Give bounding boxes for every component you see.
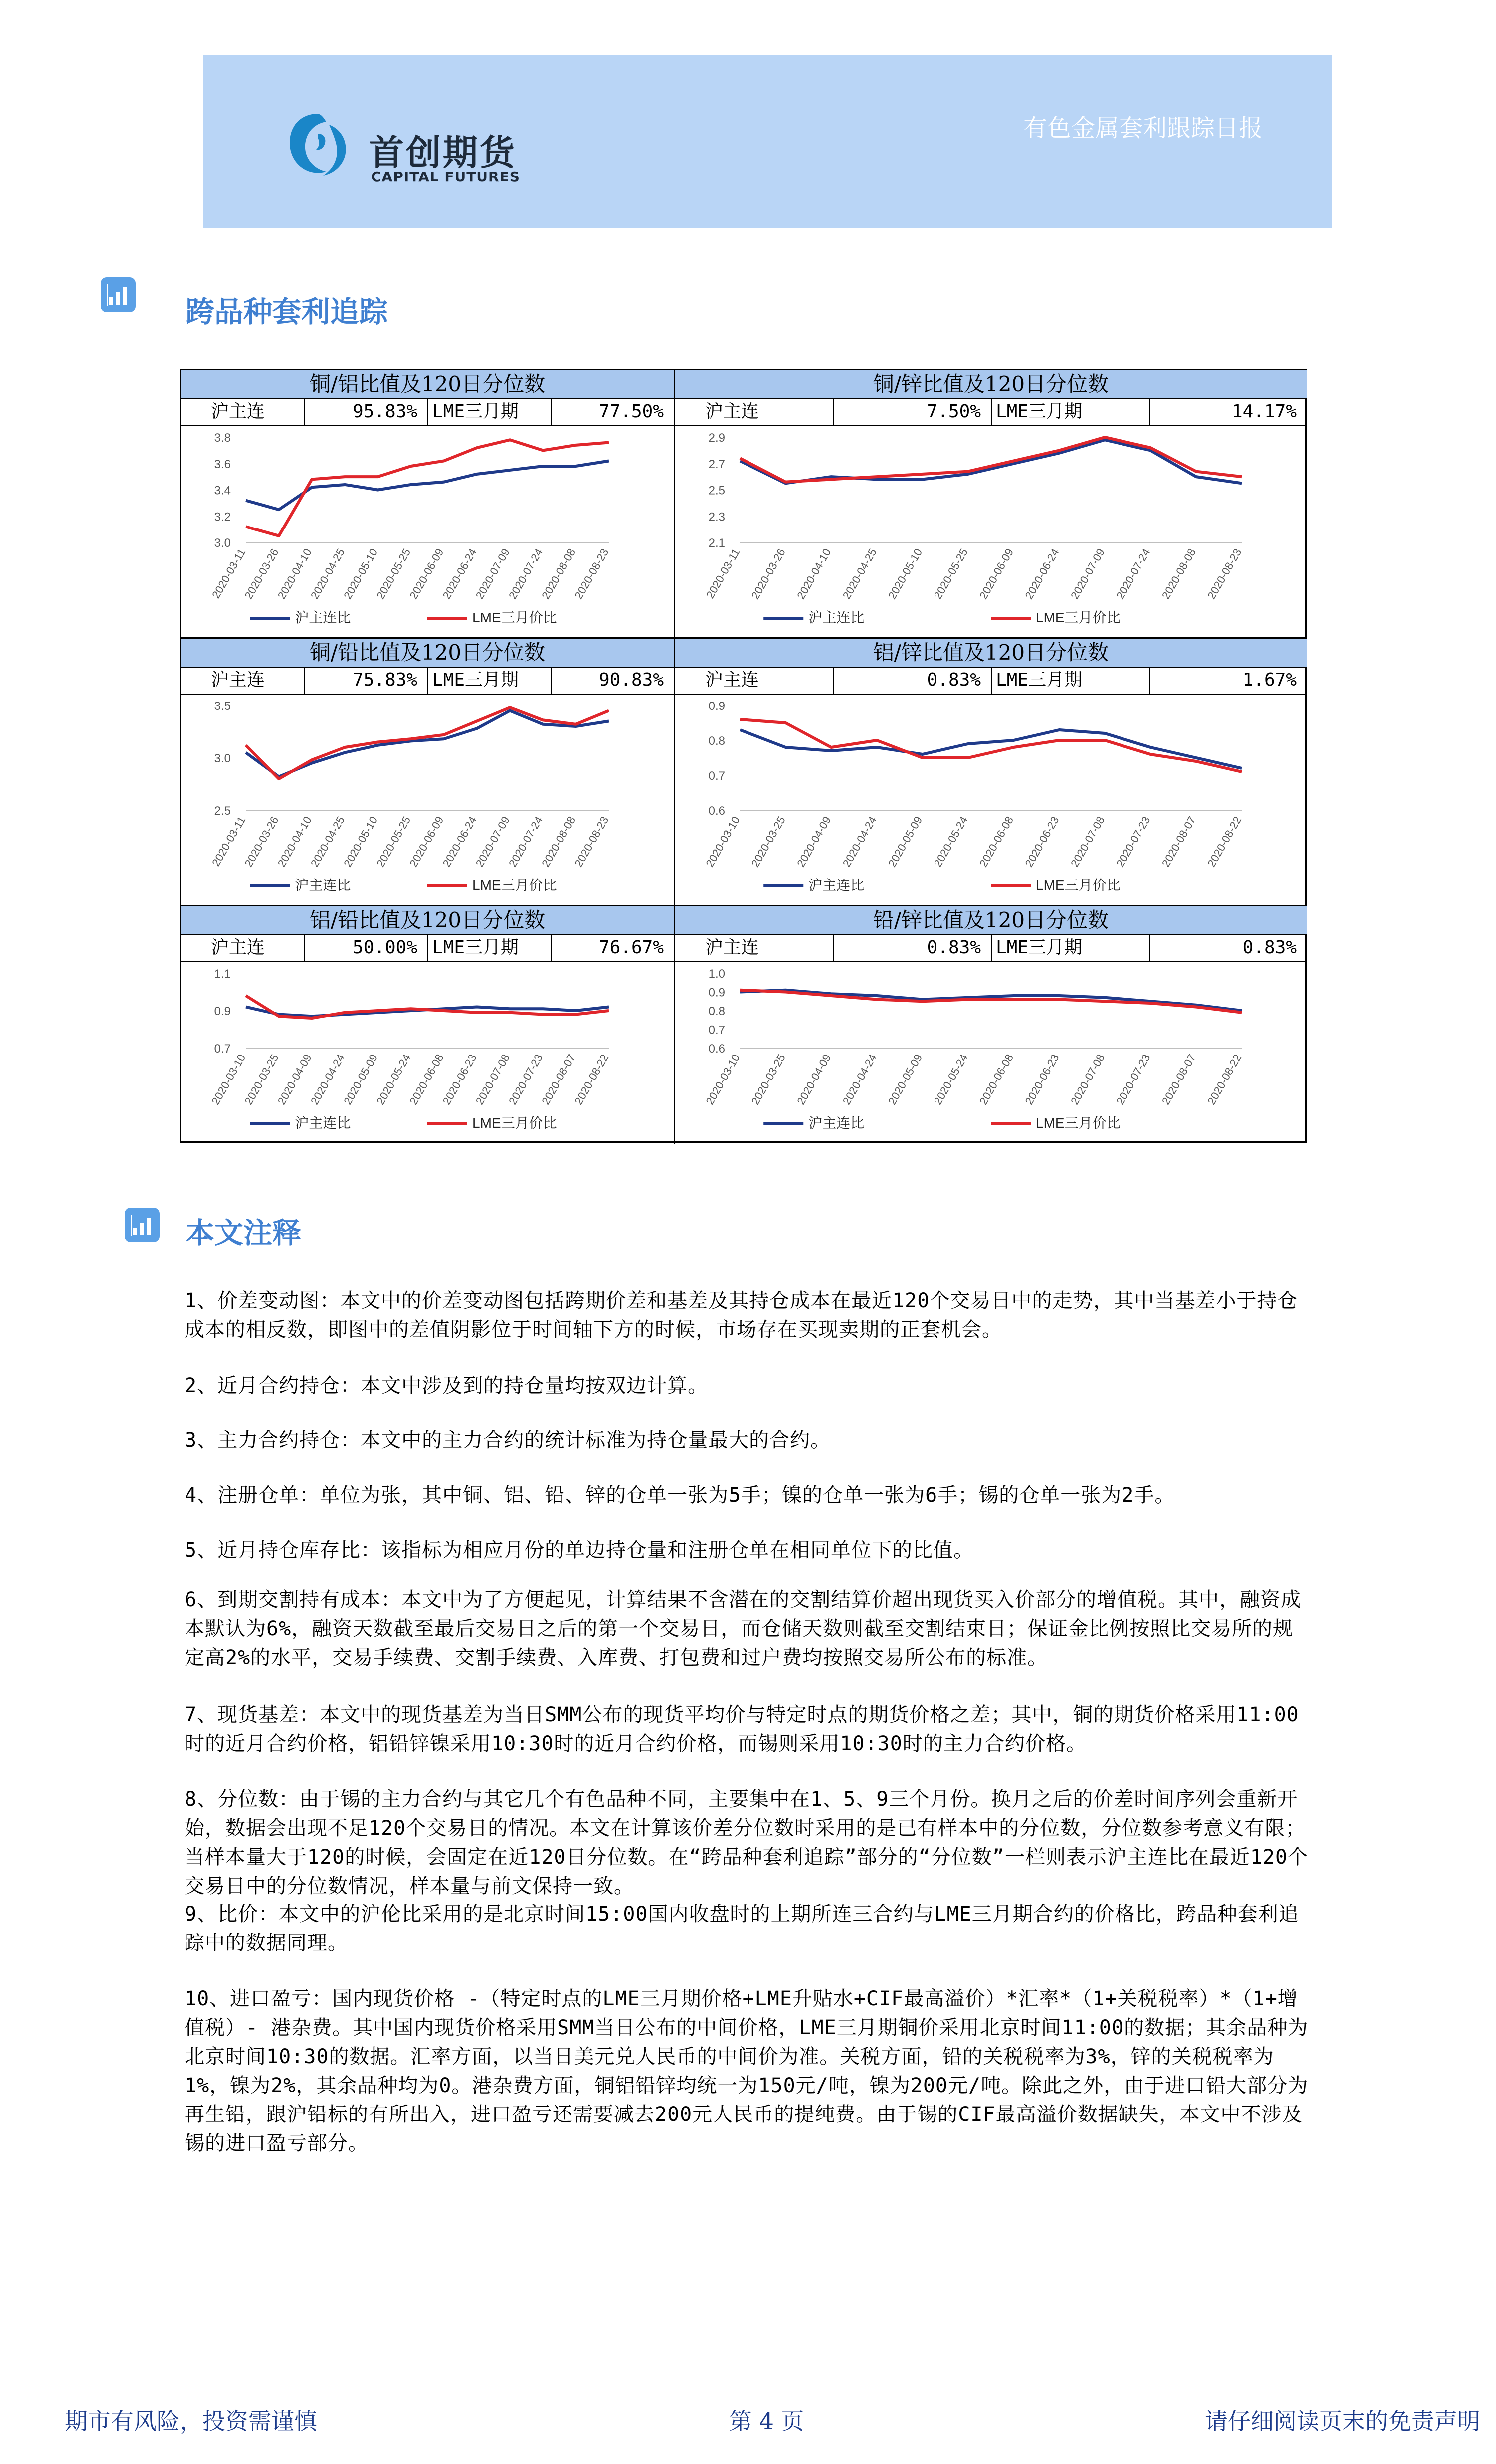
x-tick-label: 2020-05-09 (886, 1052, 925, 1107)
x-tick-label: 2020-04-25 (308, 546, 347, 601)
bar-chart-icon (101, 277, 136, 312)
y-tick-label: 0.8 (708, 734, 725, 748)
domestic-label: 沪主连 (211, 401, 265, 422)
x-tick-label: 2020-04-24 (840, 814, 879, 869)
row-divider (1149, 398, 1150, 425)
domestic-label: 沪主连 (705, 401, 759, 422)
section-title-notes: 本文注释 (186, 1216, 302, 1250)
y-tick-label: 0.7 (708, 1023, 725, 1037)
domestic-percentile: 7.50% (927, 401, 981, 422)
lme-ratio-line (740, 719, 1242, 772)
report-title: 有色金属套利跟踪日报 (1023, 114, 1263, 142)
legend-label: LME三月价比 (1036, 1115, 1121, 1131)
x-tick-label: 2020-08-22 (1205, 1052, 1244, 1107)
chart-cell-al-zn (675, 639, 1307, 905)
y-tick-label: 0.9 (708, 700, 725, 713)
y-tick-label: 2.1 (708, 536, 725, 550)
x-tick-label: 2020-03-26 (242, 546, 281, 601)
legend-label: 沪主连比 (808, 1115, 865, 1131)
x-tick-label: 2020-06-24 (1022, 546, 1062, 601)
report-header (203, 55, 1332, 228)
y-tick-label: 3.0 (214, 752, 231, 765)
domestic-percentile: 0.83% (927, 937, 981, 958)
x-tick-label: 2020-06-23 (440, 1052, 479, 1107)
note-6: 6、到期交割持有成本：本文中为了方便起见，计算结果不含潜在的交割结算价超出现货买入价部分的增值税。其中，融资成本默认为6%，融资天数截至最后交易日之后的第一个交易日，而仓储天数则截至交割结束日；保证金比例按照比交易所的规定高2%的水平，交易手续费、交割手续费、入库费、打包费和过户费均按照交易所公布的标准。 (185, 1588, 1302, 1669)
x-tick-label: 2020-06-09 (407, 546, 446, 601)
x-tick-label: 2020-03-25 (748, 1052, 788, 1107)
x-tick-label: 2020-04-09 (275, 1052, 314, 1107)
percentile-row (181, 667, 674, 695)
note-9: 9、比价：本文中的沪伦比采用的是北京时间15:00国内收盘时的上期所连三合约与LME三月期合约的价格比，跨品种套利追踪中的数据同理。 (185, 1903, 1299, 1954)
y-tick-label: 3.4 (214, 484, 231, 498)
x-tick-label: 2020-07-08 (473, 1052, 512, 1107)
domestic-ratio-line (740, 730, 1242, 768)
x-tick-label: 2020-06-08 (407, 1052, 446, 1107)
x-tick-label: 2020-03-26 (748, 546, 788, 601)
x-tick-label: 2020-03-10 (703, 814, 743, 869)
ratio-line-chart (675, 962, 1307, 1143)
x-tick-label: 2020-07-23 (506, 1052, 545, 1107)
x-tick-label: 2020-05-09 (341, 1052, 380, 1107)
x-tick-label: 2020-04-10 (275, 814, 314, 869)
x-tick-label: 2020-03-25 (242, 1052, 281, 1107)
legend-label: 沪主连比 (808, 878, 865, 893)
x-tick-label: 2020-05-09 (886, 814, 925, 869)
x-tick-label: 2020-08-22 (1205, 814, 1244, 869)
x-tick-label: 2020-07-23 (1114, 1052, 1153, 1107)
legend-label: LME三月价比 (1036, 878, 1121, 893)
legend-label: 沪主连比 (295, 1115, 351, 1131)
domestic-ratio-line (246, 461, 609, 510)
x-tick-label: 2020-03-11 (704, 546, 743, 601)
x-tick-label: 2020-04-09 (794, 814, 834, 869)
y-tick-label: 2.9 (708, 431, 725, 445)
x-tick-label: 2020-03-11 (209, 546, 248, 601)
x-tick-label: 2020-04-10 (794, 546, 834, 601)
row-divider (1149, 934, 1150, 961)
y-tick-label: 0.7 (214, 1042, 231, 1056)
x-tick-label: 2020-04-24 (308, 1052, 347, 1107)
x-tick-label: 2020-07-24 (506, 814, 545, 869)
row-divider (833, 934, 834, 961)
domestic-percentile: 50.00% (352, 937, 417, 958)
domestic-label: 沪主连 (211, 937, 265, 958)
row-divider (427, 667, 428, 694)
lme-ratio-line (246, 440, 609, 536)
lme-label: LME三月期 (996, 937, 1083, 958)
x-tick-label: 2020-08-23 (572, 546, 611, 601)
x-tick-label: 2020-03-11 (209, 814, 248, 869)
chart-cell-cu-zn (675, 370, 1307, 637)
x-tick-label: 2020-07-24 (506, 546, 545, 601)
y-tick-label: 2.7 (708, 457, 725, 471)
x-tick-label: 2020-08-23 (1205, 546, 1244, 601)
x-tick-label: 2020-07-08 (1068, 814, 1107, 869)
domestic-label: 沪主连 (705, 937, 759, 958)
ratio-line-chart (181, 426, 674, 637)
x-tick-label: 2020-08-08 (1159, 546, 1198, 601)
x-tick-label: 2020-06-09 (977, 546, 1016, 601)
x-tick-label: 2020-07-23 (1114, 814, 1153, 869)
x-tick-label: 2020-05-25 (374, 546, 413, 601)
y-tick-label: 0.8 (708, 1005, 725, 1018)
y-tick-label: 0.6 (708, 1042, 725, 1056)
y-tick-label: 0.9 (214, 1005, 231, 1018)
note-10: 10、进口盈亏：国内现货价格 -（特定时点的LME三月期价格+LME升贴水+CIF最高溢价）*汇率*（1+关税税率）*（1+增值税）- 港杂费。其中国内现货价格采用SMM当日公布的中间价格，LME三月期铜价采用北京时间11:00的数据；其余品种为北京时间10:30的数据。汇率方面，以当日美元兑人民币的中间价为准。关税方面，铅的关税税率为3%，锌的关税税率为1%，镍为2%，其余品种均为0。港杂费方面，铜铝铅锌均统一为150元/吨，镍为200元/吨。除此之外，由于进口铅大部分为再生铅，跟沪铅标的有所出入，进口盈亏还需要减去200元人民币的提纯费。由于锡的CIF最高溢价数据缺失，本文中不涉及锡的进口盈亏部分。 (185, 1987, 1309, 2155)
note-3: 3、主力合约持仓：本文中的主力合约的统计标准为持仓量最大的合约。 (185, 1429, 831, 1452)
chart-title: 铝/锌比值及120日分位数 (675, 639, 1307, 668)
y-tick-label: 0.6 (708, 804, 725, 818)
ratio-line-chart (181, 695, 674, 905)
x-tick-label: 2020-05-10 (341, 814, 380, 869)
x-tick-label: 2020-06-23 (1022, 1052, 1062, 1107)
y-tick-label: 2.5 (708, 484, 725, 498)
y-tick-label: 3.2 (214, 510, 231, 524)
lme-label: LME三月期 (432, 670, 519, 690)
x-tick-label: 2020-08-07 (1159, 814, 1198, 869)
x-tick-label: 2020-03-10 (703, 1052, 743, 1107)
percentile-row (675, 398, 1307, 426)
footer-disclaimer-note: 请仔细阅读页末的免责声明 (1205, 2408, 1480, 2435)
x-tick-label: 2020-05-24 (931, 814, 970, 869)
note-1: 1、价差变动图：本文中的价差变动图包括跨期价差和基差及其持仓成本在最近120个交易日中的走势，其中当基差小于持仓成本的相反数，即图中的差值阴影位于时间轴下方的时候，市场存在买现卖期的正套机会。 (185, 1289, 1298, 1341)
chart-cell-cu-pb (181, 639, 674, 905)
footer-page-number: 第 4 页 (729, 2408, 804, 2435)
lme-percentile: 0.83% (1242, 937, 1297, 958)
x-tick-label: 2020-05-25 (374, 814, 413, 869)
note-7: 7、现货基差：本文中的现货基差为当日SMM公布的现货平均价与特定时点的期货价格之差；其中，铜的期货价格采用11:00时的近月合约价格，铝铅锌镍采用10:30时的近月合约价格，而锡则采用10:30时的主力合约价格。 (185, 1703, 1299, 1755)
x-tick-label: 2020-04-25 (308, 814, 347, 869)
x-tick-label: 2020-06-24 (440, 546, 479, 601)
row-divider (833, 667, 834, 694)
lme-label: LME三月期 (432, 401, 519, 422)
y-tick-label: 1.1 (214, 967, 231, 981)
footer-risk-warning: 期市有风险，投资需谨慎 (65, 2408, 317, 2435)
percentile-row (675, 667, 1307, 695)
x-tick-label: 2020-05-10 (886, 546, 925, 601)
lme-percentile: 77.50% (598, 401, 664, 422)
row-divider (991, 934, 992, 961)
chart-cell-cu-al (181, 370, 674, 637)
y-tick-label: 3.5 (214, 700, 231, 713)
row-divider (304, 667, 305, 694)
domestic-label: 沪主连 (705, 670, 759, 690)
y-tick-label: 3.0 (214, 536, 231, 550)
legend-label: 沪主连比 (808, 610, 865, 625)
section-title-arbitrage: 跨品种套利追踪 (186, 295, 388, 329)
row-divider (427, 934, 428, 961)
x-tick-label: 2020-06-24 (440, 814, 479, 869)
x-tick-label: 2020-08-08 (539, 814, 578, 869)
legend-label: LME三月价比 (1036, 610, 1121, 625)
ratio-line-chart (181, 962, 674, 1143)
x-tick-label: 2020-06-23 (1022, 814, 1062, 869)
x-tick-label: 2020-07-09 (473, 546, 512, 601)
row-divider (551, 667, 552, 694)
row-divider (427, 398, 428, 425)
capital-futures-logo-icon (283, 110, 353, 179)
y-tick-label: 3.8 (214, 431, 231, 445)
percentile-row (181, 398, 674, 426)
row-divider (991, 398, 992, 425)
x-tick-label: 2020-04-24 (840, 1052, 879, 1107)
legend-label: LME三月价比 (472, 610, 557, 625)
brand-name-cn: 首创期货 (369, 132, 517, 173)
x-tick-label: 2020-05-10 (341, 546, 380, 601)
x-tick-label: 2020-03-10 (209, 1052, 248, 1107)
lme-percentile: 1.67% (1242, 670, 1297, 690)
lme-percentile: 76.67% (598, 937, 664, 958)
y-tick-label: 1.0 (708, 967, 725, 981)
note-5: 5、近月持仓库存比：该指标为相应月份的单边持仓量和注册仓单在相同单位下的比值。 (185, 1539, 974, 1562)
brand-name-en: CAPITAL FUTURES (371, 169, 520, 185)
x-tick-label: 2020-04-09 (794, 1052, 834, 1107)
lme-label: LME三月期 (432, 937, 519, 958)
row-divider (833, 398, 834, 425)
note-8: 8、分位数：由于锡的主力合约与其它几个有色品种不同，主要集中在1、5、9三个月份。换月之后的价差时间序列会重新开始，数据会出现不足120个交易日的情况。本文在计算该价差分位数时采用的是已有样本中的分位数，分位数参考意义有限；当样本量大于120的时候，会固定在近120日分位数。在“跨品种套利追踪”部分的“分位数”一栏则表示沪主连比在最近120个交易日中的分位数情况，样本量与前文保持一致。 (185, 1788, 1309, 1898)
row-divider (551, 934, 552, 961)
x-tick-label: 2020-04-10 (275, 546, 314, 601)
domestic-label: 沪主连 (211, 670, 265, 690)
legend-label: 沪主连比 (295, 610, 351, 625)
x-tick-label: 2020-07-08 (1068, 1052, 1107, 1107)
lme-percentile: 14.17% (1231, 401, 1297, 422)
percentile-row (181, 934, 674, 962)
x-tick-label: 2020-04-25 (840, 546, 879, 601)
chart-cell-pb-zn (675, 906, 1307, 1143)
ratio-chart-grid (180, 369, 1307, 1143)
y-tick-label: 0.7 (708, 769, 725, 783)
x-tick-label: 2020-08-07 (1159, 1052, 1198, 1107)
y-tick-label: 2.5 (214, 804, 231, 818)
x-tick-label: 2020-05-25 (931, 546, 970, 601)
lme-label: LME三月期 (996, 670, 1083, 690)
x-tick-label: 2020-03-25 (748, 814, 788, 869)
x-tick-label: 2020-05-24 (374, 1052, 413, 1107)
x-tick-label: 2020-06-09 (407, 814, 446, 869)
x-tick-label: 2020-08-23 (572, 814, 611, 869)
legend-label: 沪主连比 (295, 878, 351, 893)
legend-label: LME三月价比 (472, 1115, 557, 1131)
bar-chart-icon (125, 1208, 160, 1242)
chart-cell-al-pb (181, 906, 674, 1143)
x-tick-label: 2020-08-08 (539, 546, 578, 601)
y-tick-label: 3.6 (214, 457, 231, 471)
chart-title: 铜/铝比值及120日分位数 (181, 370, 674, 399)
chart-title: 铅/锌比值及120日分位数 (675, 906, 1307, 935)
ratio-line-chart (675, 695, 1307, 905)
domestic-percentile: 75.83% (352, 670, 417, 690)
note-4: 4、注册仓单：单位为张，其中铜、铝、铅、锌的仓单一张为5手；镍的仓单一张为6手；锡的仓单一张为2手。 (185, 1484, 1175, 1507)
ratio-line-chart (675, 426, 1307, 637)
x-tick-label: 2020-08-07 (539, 1052, 578, 1107)
lme-ratio-line (246, 707, 609, 779)
x-tick-label: 2020-07-24 (1114, 546, 1153, 601)
x-tick-label: 2020-08-22 (572, 1052, 611, 1107)
row-divider (304, 934, 305, 961)
domestic-percentile: 0.83% (927, 670, 981, 690)
chart-title: 铜/铅比值及120日分位数 (181, 639, 674, 668)
chart-title: 铝/铅比值及120日分位数 (181, 906, 674, 935)
lme-label: LME三月期 (996, 401, 1083, 422)
x-tick-label: 2020-06-08 (977, 1052, 1016, 1107)
row-divider (991, 667, 992, 694)
lme-percentile: 90.83% (598, 670, 664, 690)
x-tick-label: 2020-05-24 (931, 1052, 970, 1107)
row-divider (551, 398, 552, 425)
y-tick-label: 0.9 (708, 986, 725, 1000)
x-tick-label: 2020-06-08 (977, 814, 1016, 869)
y-tick-label: 2.3 (708, 510, 725, 524)
percentile-row (675, 934, 1307, 962)
legend-label: LME三月价比 (472, 878, 557, 893)
x-tick-label: 2020-07-09 (473, 814, 512, 869)
note-2: 2、近月合约持仓：本文中涉及到的持仓量均按双边计算。 (185, 1374, 709, 1397)
x-tick-label: 2020-07-09 (1068, 546, 1107, 601)
row-divider (304, 398, 305, 425)
row-divider (1149, 667, 1150, 694)
x-tick-label: 2020-03-26 (242, 814, 281, 869)
domestic-percentile: 95.83% (352, 401, 417, 422)
domestic-ratio-line (740, 440, 1242, 483)
chart-title: 铜/锌比值及120日分位数 (675, 370, 1307, 399)
